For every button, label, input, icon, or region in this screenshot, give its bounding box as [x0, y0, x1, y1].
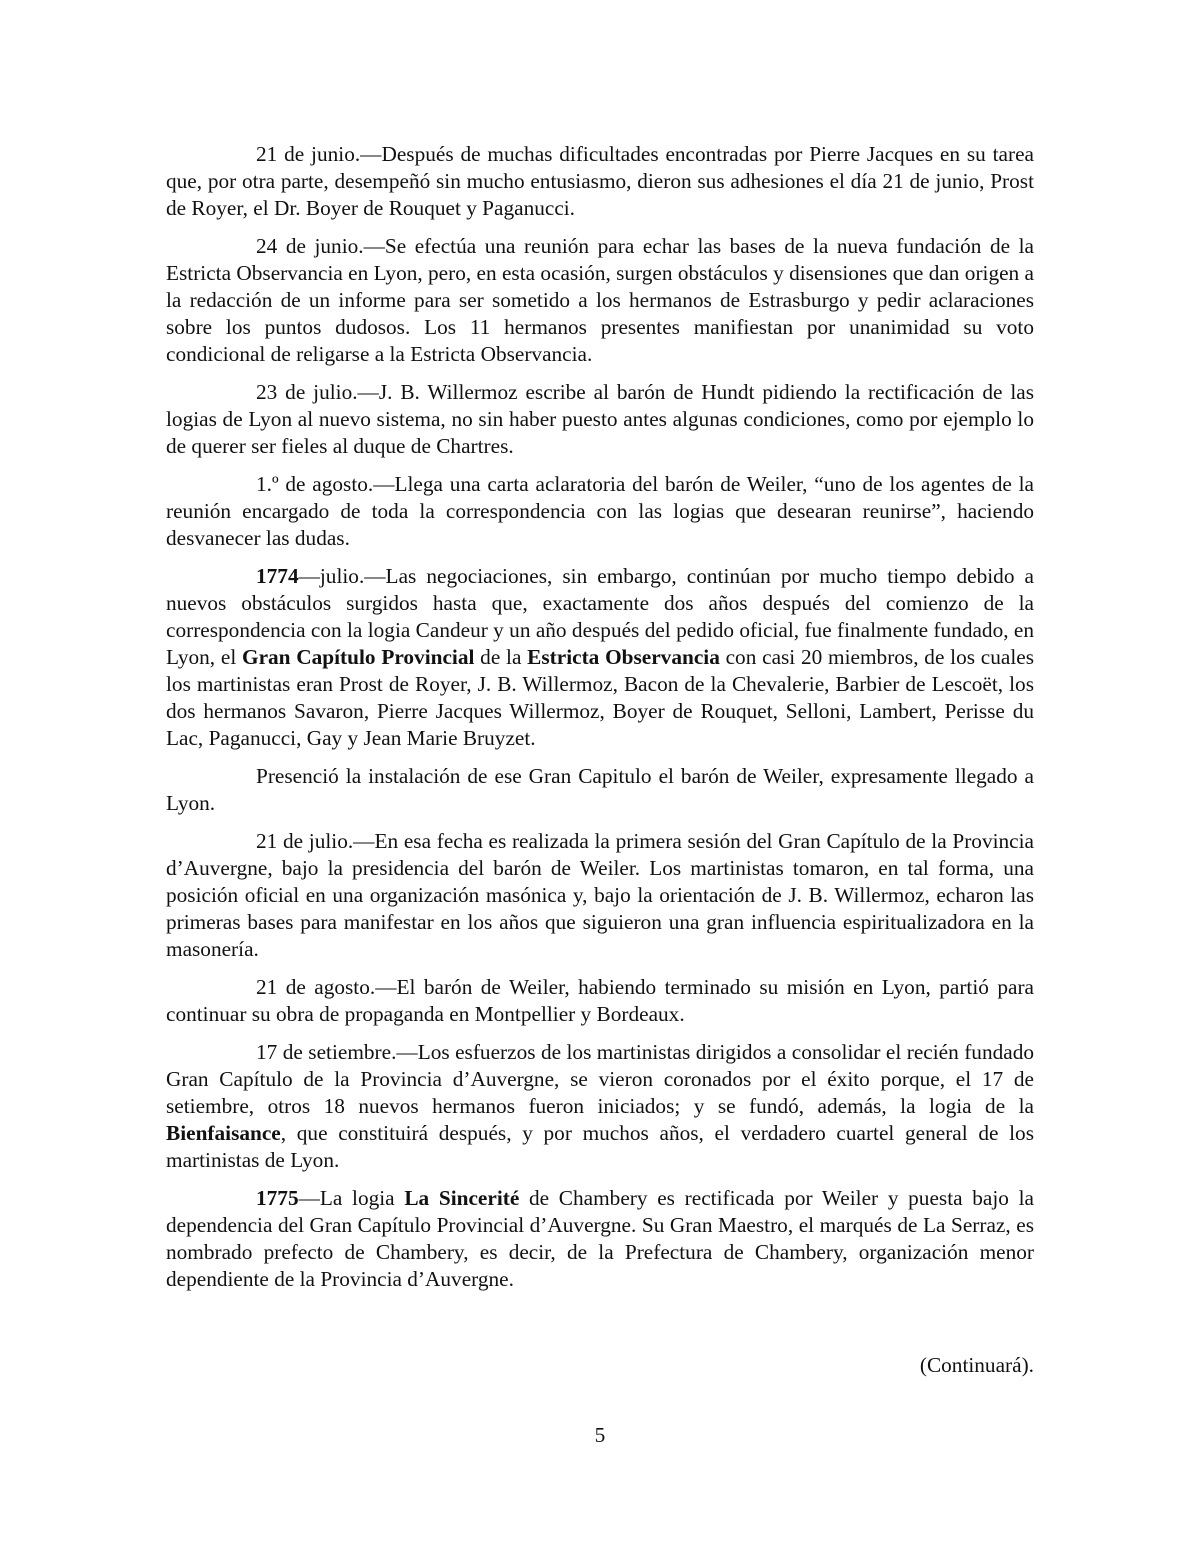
paragraph-24-junio [166, 233, 1034, 368]
paragraph-text: 1.º de agosto.—Llega una carta aclaratoria del barón de Weiler, “uno de los agentes de la reunión encargado de toda la correspondencia con las logias que desearan reunirse”, haciendo desvanecer las dudas. [166, 472, 1034, 550]
paragraph-21-junio [166, 141, 1034, 222]
paragraph-1774-julio [166, 563, 1034, 752]
continued-note: (Continuará). [919, 1353, 1034, 1377]
page-number: 5 [594, 1423, 606, 1447]
year-1774: 1774 [256, 564, 299, 588]
paragraph-text: —julio.—Las negociaciones, sin embargo, continúan por mucho tiempo debido a nuevos obstáculos surgidos hasta que, exactamente dos años después del comienzo de la correspondencia con la logia Candeur y un año después del pedido oficial, fue finalmente fundado, en Lyon, el [166, 564, 1034, 669]
paragraph-text: con casi 20 miembros, de los cuales los martinistas eran Prost de Royer, J. B. Willermoz, Bacon de la Chevalerie, Barbier de Lescoët, los dos hermanos Savaron, Pierre Jacques Willermoz, Boyer de Rouquet, Selloni, Lambert, Perisse du Lac, Paganucci, Gay y Jean Marie Bruyzet. [166, 645, 1034, 750]
paragraph-presencio [166, 763, 1034, 817]
paragraph-text: 21 de junio.—Después de muchas dificultades encontradas por Pierre Jacques en su tarea que, por otra parte, desempeñó sin mucho entusiasmo, dieron sus adhesiones el día 21 de junio, Prost de Royer, el Dr. Boyer de Rouquet y Paganucci. [166, 142, 1034, 220]
paragraph-21-agosto [166, 974, 1034, 1028]
paragraph-text: de la [474, 645, 528, 669]
paragraph-21-julio [166, 828, 1034, 963]
paragraph-1-agosto [166, 471, 1034, 552]
bold-bienfaisance: Bienfaisance [166, 1121, 281, 1145]
paragraph-text: Presenció la instalación de ese Gran Capitulo el barón de Weiler, expresamente llegado a Lyon. [166, 764, 1034, 815]
bold-la-sincerite: La Sincerité [404, 1186, 520, 1210]
paragraph-text: 21 de agosto.—El barón de Weiler, habiendo terminado su misión en Lyon, partió para continuar su obra de propaganda en Montpellier y Bordeaux. [166, 975, 1034, 1026]
paragraph-text: 17 de setiembre.—Los esfuerzos de los martinistas dirigidos a consolidar el recién fundado Gran Capítulo de la Provincia d’Auvergne, se vieron coronados por el éxito porque, el 17 de setiembre, otros 18 nuevos hermanos fueron iniciados; y se fundó, además, la logia de la [166, 1040, 1034, 1118]
paragraph-17-setiembre [166, 1039, 1034, 1174]
paragraph-text: de Chambery es rectificada por Weiler y puesta bajo la dependencia del Gran Capítulo Provincial d’Auvergne. Su Gran Maestro, el marqués de La Serraz, es nombrado prefecto de Chambery, es decir, de la Prefectura de Chambery, organización menor dependiente de la Provincia d’Auvergne. [166, 1186, 1034, 1291]
bold-gran-capitulo: Gran Capítulo Provincial [242, 645, 475, 669]
paragraph-23-julio [166, 379, 1034, 460]
paragraph-text: 23 de julio.—J. B. Willermoz escribe al barón de Hundt pidiendo la rectificación de las logias de Lyon al nuevo sistema, no sin haber puesto antes algunas condiciones, como por ejemplo lo de querer ser fieles al duque de Chartres. [166, 380, 1034, 458]
bold-estricta-observancia: Estricta Observancia [527, 645, 720, 669]
paragraph-text: 24 de junio.—Se efectúa una reunión para echar las bases de la nueva fundación de la Estricta Observancia en Lyon, pero, en esta ocasión, surgen obstáculos y disensiones que dan origen a la redacción de un informe para ser sometido a los hermanos de Estrasburgo y pedir aclaraciones sobre los puntos dudosos. Los 11 hermanos presentes manifiestan por unanimidad su voto condicional de religarse a la Estricta Observancia. [166, 234, 1034, 366]
paragraph-text: —La logia [298, 1186, 405, 1210]
paragraph-text: 21 de julio.—En esa fecha es realizada la primera sesión del Gran Capítulo de la Provincia d’Auvergne, bajo la presidencia del barón de Weiler. Los martinistas tomaron, en tal forma, una posición oficial en una organización masónica y, bajo la orientación de J. B. Willermoz, echaron las primeras bases para manifestar en los años que siguieron una gran influencia espiritualizadora en la masonería. [166, 829, 1034, 961]
year-1775: 1775 [256, 1186, 299, 1210]
paragraph-text: , que constituirá después, y por muchos años, el verdadero cuartel general de los martinistas de Lyon. [166, 1121, 1034, 1172]
paragraph-1775 [166, 1185, 1034, 1293]
